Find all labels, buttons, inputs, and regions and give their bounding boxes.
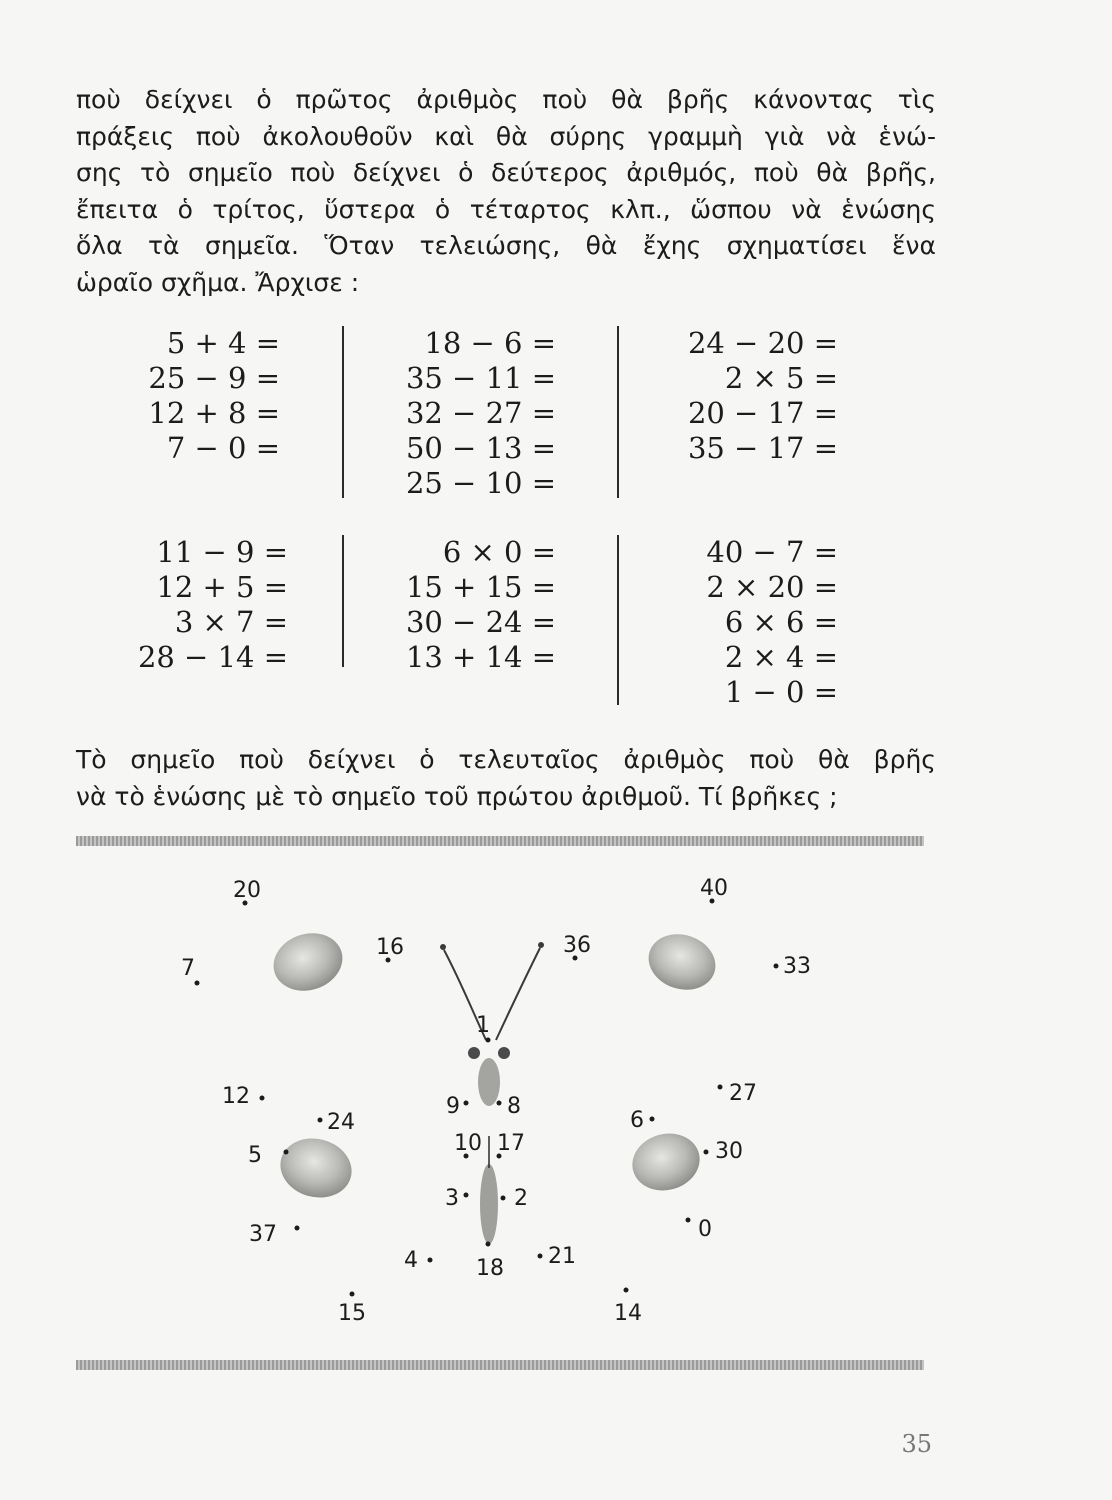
exercise-item: 28 − 14 = bbox=[137, 640, 288, 674]
exercise-item: 25 − 9 = bbox=[148, 361, 280, 395]
dot-label: 40 bbox=[700, 876, 728, 901]
dot-marker bbox=[464, 1101, 469, 1106]
dot-label: 10 bbox=[454, 1131, 482, 1156]
exercise-item: 2 × 20 = bbox=[706, 570, 838, 604]
dot-label: 15 bbox=[338, 1301, 366, 1326]
exercise-item: 20 − 17 = bbox=[687, 396, 838, 430]
exercise-item: 18 − 6 = bbox=[424, 326, 556, 360]
wing-spot bbox=[641, 926, 722, 998]
dot-label: 2 bbox=[514, 1186, 528, 1211]
dot-marker bbox=[501, 1196, 506, 1201]
dot-marker bbox=[624, 1288, 629, 1293]
exercise-item: 13 + 14 = bbox=[405, 640, 556, 674]
dot-label: 3 bbox=[445, 1186, 459, 1211]
dot-marker bbox=[704, 1150, 709, 1155]
dot-label: 14 bbox=[614, 1301, 642, 1326]
dot-marker bbox=[486, 1242, 491, 1247]
dot-label: 20 bbox=[233, 878, 261, 903]
outro-line: Τὸ σημεῖο ποὺ δείχνει ὁ τελευταῖος ἀριθμὸς ποὺ θὰ βρῆς bbox=[76, 745, 936, 774]
exercise-item: 32 − 27 = bbox=[405, 396, 556, 430]
wing-spot bbox=[274, 1131, 359, 1206]
dot-marker bbox=[650, 1117, 655, 1122]
exercise-item: 3 × 7 = bbox=[174, 605, 288, 639]
dot-label: 17 bbox=[497, 1131, 525, 1156]
dot-label: 6 bbox=[630, 1108, 644, 1133]
dot-label: 27 bbox=[729, 1081, 757, 1106]
intro-line: σης τὸ σημεῖο ποὺ δείχνει ὁ δεύτερος ἀριθμός, ποὺ θὰ βρῆς, bbox=[76, 158, 936, 187]
exercise-item: 11 − 9 = bbox=[156, 535, 288, 569]
wing-spot bbox=[626, 1126, 706, 1198]
dot-label: 37 bbox=[249, 1222, 277, 1247]
dot-label: 8 bbox=[507, 1094, 521, 1119]
dot-label: 18 bbox=[476, 1256, 504, 1281]
dot-marker bbox=[318, 1118, 323, 1123]
dot-marker bbox=[428, 1258, 433, 1263]
page-number: 35 bbox=[901, 1430, 932, 1458]
dot-marker bbox=[497, 1101, 502, 1106]
dot-marker bbox=[464, 1193, 469, 1198]
dot-label: 7 bbox=[181, 956, 195, 981]
dot-label: 9 bbox=[446, 1094, 460, 1119]
dot-label: 5 bbox=[248, 1143, 262, 1168]
antenna-tip bbox=[538, 942, 544, 948]
dot-marker bbox=[260, 1096, 265, 1101]
bottom-rule bbox=[76, 1360, 924, 1370]
exercise-item: 35 − 11 = bbox=[405, 361, 556, 395]
dot-marker bbox=[195, 981, 200, 986]
exercise-item: 12 + 8 = bbox=[148, 396, 280, 430]
dot-label: 36 bbox=[563, 933, 591, 958]
dot-marker bbox=[350, 1292, 355, 1297]
exercise-item: 40 − 7 = bbox=[706, 535, 838, 569]
exercise-item: 5 + 4 = bbox=[166, 326, 280, 360]
butterfly-eye bbox=[468, 1047, 480, 1059]
dot-marker bbox=[295, 1226, 300, 1231]
exercise-item: 24 − 20 = bbox=[687, 326, 838, 360]
intro-line: ποὺ δείχνει ὁ πρῶτος ἀριθμὸς ποὺ θὰ βρῆς κάνοντας τὶς bbox=[76, 85, 936, 114]
exercise-item: 50 − 13 = bbox=[405, 431, 556, 465]
exercise-item: 2 × 4 = bbox=[724, 640, 838, 674]
intro-line: ἔπειτα ὁ τρίτος, ὕστερα ὁ τέταρτος κλπ., ὥσπου νὰ ἑνώσης bbox=[76, 194, 936, 224]
dot-label: 1 bbox=[476, 1013, 490, 1038]
dot-label: 12 bbox=[222, 1084, 250, 1109]
dot-marker bbox=[774, 964, 779, 969]
dot-marker bbox=[284, 1150, 289, 1155]
exercise-item: 7 − 0 = bbox=[166, 431, 280, 465]
exercise-item: 6 × 6 = bbox=[724, 605, 838, 639]
dot-label: 30 bbox=[715, 1139, 743, 1164]
antenna bbox=[496, 948, 540, 1040]
butterfly-eye bbox=[498, 1047, 510, 1059]
exercise-item: 25 − 10 = bbox=[405, 466, 556, 500]
intro-line: ὅλα τὰ σημεῖα. Ὅταν τελειώσης, θὰ ἔχης σχηματίσει ἕνα bbox=[76, 231, 936, 260]
dot-label: 0 bbox=[698, 1217, 712, 1242]
dot-marker bbox=[486, 1038, 491, 1043]
butterfly-head bbox=[478, 1058, 500, 1106]
dot-label: 16 bbox=[376, 935, 404, 960]
dot-marker bbox=[538, 1254, 543, 1259]
outro-line: νὰ τὸ ἑνώσης μὲ τὸ σημεῖο τοῦ πρώτου ἀριθμοῦ. Τί βρῆκες ; bbox=[76, 781, 838, 811]
dot-marker bbox=[686, 1218, 691, 1223]
exercise-item: 1 − 0 = bbox=[724, 675, 838, 709]
exercise-item: 15 + 15 = bbox=[405, 570, 556, 604]
dot-marker bbox=[718, 1085, 723, 1090]
exercise-item: 2 × 5 = bbox=[724, 361, 838, 395]
wing-spot bbox=[266, 925, 350, 1000]
exercise-item: 6 × 0 = bbox=[442, 535, 556, 569]
intro-line: πράξεις ποὺ ἀκολουθοῦν καὶ θὰ σύρης γραμμὴ γιὰ νὰ ἑνώ- bbox=[76, 121, 936, 151]
dot-label: 24 bbox=[327, 1110, 355, 1135]
butterfly-body bbox=[480, 1164, 498, 1244]
intro-line: ὡραῖο σχῆμα. Ἄρχισε : bbox=[76, 267, 360, 297]
exercise-item: 12 + 5 = bbox=[156, 570, 288, 604]
exercise-item: 30 − 24 = bbox=[405, 605, 556, 639]
dot-label: 4 bbox=[404, 1248, 418, 1273]
exercise-item: 35 − 17 = bbox=[687, 431, 838, 465]
dot-label: 21 bbox=[548, 1244, 576, 1269]
antenna-tip bbox=[440, 944, 446, 950]
dot-label: 33 bbox=[783, 954, 811, 979]
